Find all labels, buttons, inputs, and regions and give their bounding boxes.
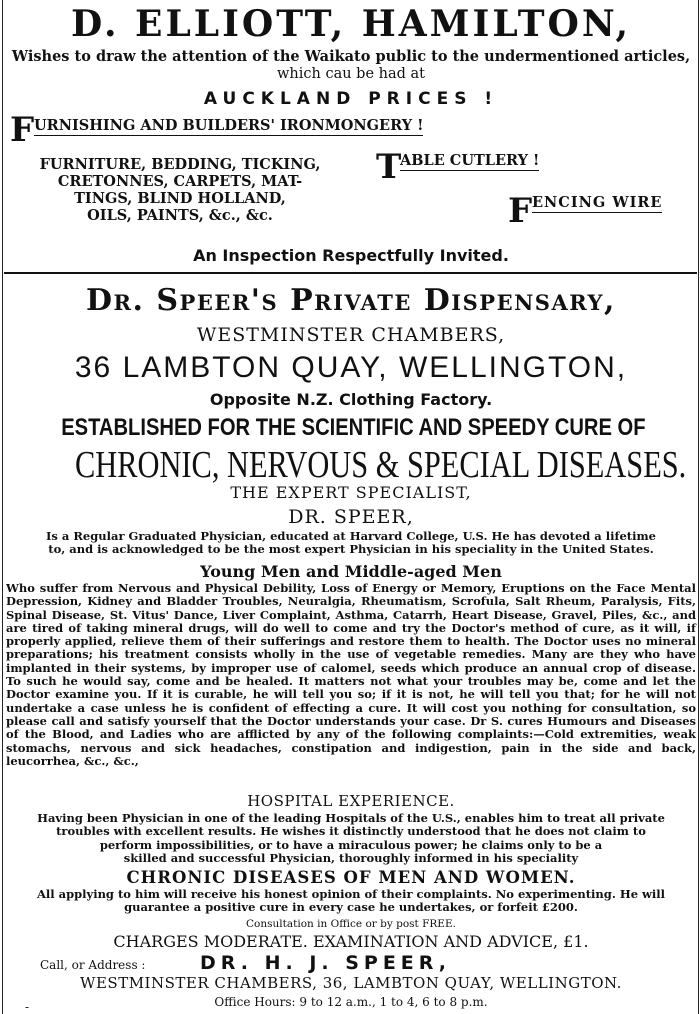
elliott-title: D. ELLIOTT, HAMILTON, (71, 3, 631, 45)
fencing-wire-drop-cap: F (508, 191, 533, 231)
furniture-line: FURNITURE, BEDDING, TICKING, (39, 156, 321, 173)
left-column-rule (2, 0, 3, 1014)
furnishing-heading: URNISHING AND BUILDERS' IRONMONGERY ! (34, 117, 424, 134)
expert-specialist: THE EXPERT SPECIALIST, (230, 483, 472, 502)
young-men-body: Who suffer from Nervous and Physical Debility, Loss of Energy or Memory, Eruptions on the Face Mental Depression, Kidney and Bladder Troubles, Neuralgia, Rheumatism, Scrofula, Salt Rheum, Paralysis, Fits, Spinal Disease, St. Vitus' Dance, Liver Complaint, Asthma, Catarrh, Heart Disease, Gravel, Piles, &c., and are tired of taking mineral drugs, will do well to come and try the Doctor's method of cure, as it will, if properly applied, relieve them of their sufferings and restore them to health. The Doctor uses no mineral preparations; his treatment consists wholly in the use of vegetable remedies. Many are they who have implanted in their systems, by improper use of calomel, seeds which produce an annual crop of disease. To such he would say, come and be healed. It matters not what your troubles may be, come and let the Doctor examine you. If it is curable, he will tell you so; if it is not, he will tell you that; for he will not undertake a case unless he is confident of effecting a cure. It will cost you nothing for consultation, so please call and satisfy yourself that the Doctor understands your case. Dr S. cures Humours and Diseases of the Blood, and Ladies who are afflicted by any of the following complaints:—Cold extremities, weak stomachs, nervous and sick headaches, constipation and indigestion, pain in the side and back, leucorrhea, &c., &c., (6, 581, 696, 768)
dr-hj-speer-name: DR. H. J. SPEER, (200, 952, 451, 974)
dr-speer-name: DR. SPEER, (288, 506, 414, 528)
opposite-clothing-factory: Opposite N.Z. Clothing Factory. (209, 390, 493, 409)
full-address: WESTMINSTER CHAMBERS, 36, LAMBTON QUAY, WELLINGTON. (80, 974, 622, 992)
applying-body (6, 888, 696, 915)
hospital-line: troubles with excellent results. He wishes it distinctly understood that he does not claim to (56, 824, 646, 839)
applying-line: guarantee a positive cure in every case he undertakes, or forfeit £200. (124, 900, 578, 915)
credentials-line: Is a Regular Graduated Physician, educated at Harvard College, U.S. He has devoted a lifetime (46, 529, 656, 543)
young-men-heading: Young Men and Middle-aged Men (200, 562, 502, 581)
chronic-diseases-heading: CHRONIC, NERVOUS & SPECIAL DISEASES. (75, 444, 687, 486)
lambton-quay-address: 36 LAMBTON QUAY, WELLINGTON, (74, 351, 628, 384)
right-column-rule (698, 0, 699, 1014)
table-cutlery-heading: ABLE CUTLERY ! (400, 152, 540, 169)
physician-credentials (6, 530, 696, 557)
hospital-line: Having been Physician in one of the leading Hospitals of the U.S., enables him to treat all private (37, 811, 665, 825)
furniture-line: CRETONNES, CARPETS, MAT- (57, 173, 303, 190)
office-hours: Office Hours: 9 to 12 a.m., 1 to 4, 6 to 8 p.m. (214, 995, 488, 1009)
charges-moderate: CHARGES MODERATE. EXAMINATION AND ADVICE, £1. (113, 932, 589, 951)
hospital-experience-heading: HOSPITAL EXPERIENCE. (247, 792, 455, 810)
credentials-line: to, and is acknowledged to be the most expert Physician in his speciality in the United States. (48, 542, 654, 557)
consultation-free: Consultation in Office or by post FREE. (246, 918, 456, 930)
hospital-experience-body (6, 812, 696, 865)
inspection-invited: An Inspection Respectfully Invited. (193, 246, 509, 265)
fencing-wire-heading: ENCING WIRE (532, 194, 663, 211)
furnishing-drop-cap: F (10, 110, 35, 150)
furniture-line: TINGS, BLIND HOLLAND, (74, 190, 286, 207)
furniture-line: OILS, PAINTS, &c., &c. (87, 207, 273, 224)
elliott-intro-line2: which cau be had at (277, 66, 425, 82)
furniture-list (10, 156, 350, 224)
chronic-men-women-heading: CHRONIC DISEASES OF MEN AND WOMEN. (126, 868, 576, 887)
stray-dash: - (25, 1000, 30, 1014)
hospital-line: perform impossibilities, or to have a miraculous power; he claims only to be a (99, 837, 603, 852)
speer-dispensary-title: Dr. Speer's Private Dispensary, (86, 283, 616, 318)
hospital-line: skilled and successful Physician, thoroughly informed in his speciality (123, 850, 579, 865)
established-heading: ESTABLISHED FOR THE SCIENTIFIC AND SPEEDY CURE OF (61, 414, 646, 441)
applying-line: All applying to him will receive his honest opinion of their complaints. No experimenting. He will (36, 887, 666, 901)
westminster-chambers: WESTMINSTER CHAMBERS, (196, 324, 506, 346)
section-divider (4, 272, 697, 274)
table-cutlery-drop-cap: T (376, 147, 402, 187)
call-or-address-label: Call, or Address : (40, 958, 146, 972)
elliott-intro-line1: Wishes to draw the attention of the Waikato public to the undermentioned articles, (11, 48, 691, 65)
auckland-prices-heading: AUCKLAND PRICES ! (203, 89, 499, 109)
